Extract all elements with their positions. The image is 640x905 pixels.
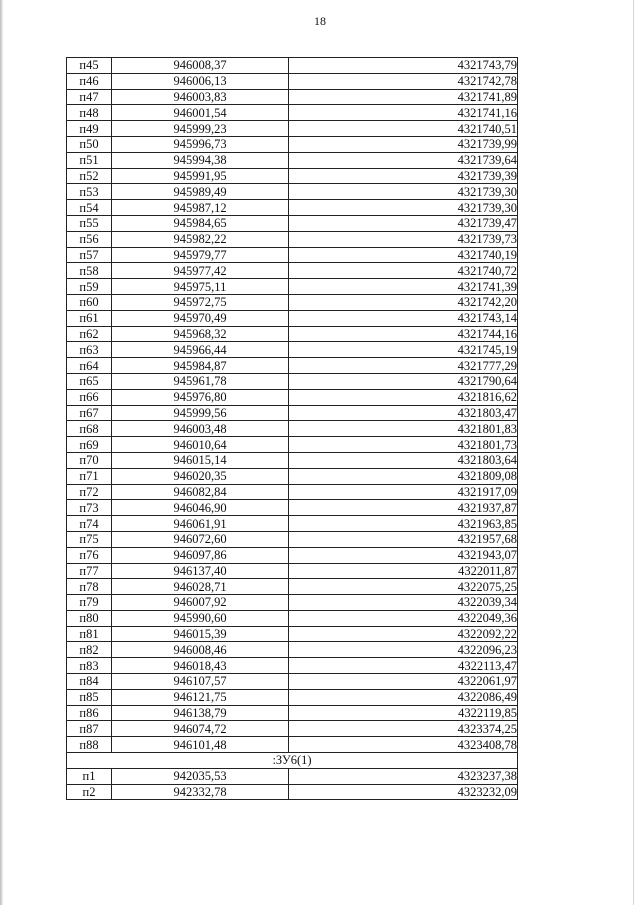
- table-row: [67, 626, 518, 642]
- y-coordinate-cell: 4321741,89: [289, 89, 518, 105]
- point-id-cell: п75: [67, 531, 112, 547]
- point-id-cell: п72: [67, 484, 112, 500]
- point-id-cell: п78: [67, 579, 112, 595]
- y-coordinate-cell: 4321743,14: [289, 310, 518, 326]
- x-coordinate-cell: 945994,38: [112, 152, 289, 168]
- point-id-cell: п65: [67, 373, 112, 389]
- y-coordinate-cell: 4322049,36: [289, 610, 518, 626]
- point-id-cell: п74: [67, 516, 112, 532]
- y-coordinate-cell: 4321801,73: [289, 437, 518, 453]
- point-id-cell: п80: [67, 610, 112, 626]
- table-row: [67, 121, 518, 137]
- x-coordinate-cell: 945982,22: [112, 231, 289, 247]
- point-id-cell: п73: [67, 500, 112, 516]
- x-coordinate-cell: 946074,72: [112, 721, 289, 737]
- y-coordinate-cell: 4321739,73: [289, 231, 518, 247]
- point-id-cell: п77: [67, 563, 112, 579]
- point-id-cell: п57: [67, 247, 112, 263]
- point-id-cell: п69: [67, 437, 112, 453]
- point-id-cell: п66: [67, 389, 112, 405]
- x-coordinate-cell: 946137,40: [112, 563, 289, 579]
- point-id-cell: п63: [67, 342, 112, 358]
- coordinates-table-body: [67, 58, 518, 800]
- y-coordinate-cell: 4321790,64: [289, 373, 518, 389]
- x-coordinate-cell: 946138,79: [112, 705, 289, 721]
- table-row: [67, 184, 518, 200]
- x-coordinate-cell: 946006,13: [112, 73, 289, 89]
- y-coordinate-cell: 4321744,16: [289, 326, 518, 342]
- table-row: [67, 247, 518, 263]
- point-id-cell: п64: [67, 358, 112, 374]
- table-row: [67, 658, 518, 674]
- y-coordinate-cell: 4321739,30: [289, 184, 518, 200]
- x-coordinate-cell: 946061,91: [112, 516, 289, 532]
- table-row: [67, 468, 518, 484]
- y-coordinate-cell: 4321741,16: [289, 105, 518, 121]
- x-coordinate-cell: 945977,42: [112, 263, 289, 279]
- page-number: 18: [314, 14, 326, 28]
- y-coordinate-cell: 4322011,87: [289, 563, 518, 579]
- page-edge-shadow: [0, 0, 3, 905]
- table-row: [67, 342, 518, 358]
- table-row: [67, 516, 518, 532]
- point-id-cell: п85: [67, 689, 112, 705]
- point-id-cell: п68: [67, 421, 112, 437]
- x-coordinate-cell: 945979,77: [112, 247, 289, 263]
- y-coordinate-cell: 4321917,09: [289, 484, 518, 500]
- page-edge-line: [633, 0, 634, 905]
- x-coordinate-cell: 946001,54: [112, 105, 289, 121]
- x-coordinate-cell: 945984,65: [112, 215, 289, 231]
- y-coordinate-cell: 4321816,62: [289, 389, 518, 405]
- point-id-cell: п59: [67, 279, 112, 295]
- y-coordinate-cell: 4321957,68: [289, 531, 518, 547]
- x-coordinate-cell: 945990,60: [112, 610, 289, 626]
- table-row: [67, 168, 518, 184]
- table-row: [67, 674, 518, 690]
- y-coordinate-cell: 4323237,38: [289, 768, 518, 784]
- y-coordinate-cell: 4321742,20: [289, 294, 518, 310]
- y-coordinate-cell: 4322119,85: [289, 705, 518, 721]
- table-row: [67, 136, 518, 152]
- table-row: [67, 531, 518, 547]
- x-coordinate-cell: 945975,11: [112, 279, 289, 295]
- y-coordinate-cell: 4322113,47: [289, 658, 518, 674]
- table-row: [67, 105, 518, 121]
- table-row: [67, 200, 518, 216]
- x-coordinate-cell: 946008,37: [112, 58, 289, 74]
- point-id-cell: п87: [67, 721, 112, 737]
- table-row: [67, 500, 518, 516]
- point-id-cell: п48: [67, 105, 112, 121]
- x-coordinate-cell: 946015,14: [112, 452, 289, 468]
- point-id-cell: п84: [67, 674, 112, 690]
- section-row: [67, 753, 518, 769]
- table-row: [67, 373, 518, 389]
- point-id-cell: п54: [67, 200, 112, 216]
- y-coordinate-cell: 4321963,85: [289, 516, 518, 532]
- x-coordinate-cell: 946010,64: [112, 437, 289, 453]
- table-row: [67, 721, 518, 737]
- x-coordinate-cell: 945970,49: [112, 310, 289, 326]
- table-row: [67, 326, 518, 342]
- coordinates-table: [66, 57, 518, 800]
- table-row: [67, 484, 518, 500]
- section-title: :ЗУ6(1): [67, 753, 518, 769]
- point-id-cell: п79: [67, 595, 112, 611]
- x-coordinate-cell: 945961,78: [112, 373, 289, 389]
- table-row: [67, 310, 518, 326]
- x-coordinate-cell: 946097,86: [112, 547, 289, 563]
- x-coordinate-cell: 945999,23: [112, 121, 289, 137]
- table-row: [67, 705, 518, 721]
- y-coordinate-cell: 4321739,64: [289, 152, 518, 168]
- table-row: [67, 563, 518, 579]
- point-id-cell: п46: [67, 73, 112, 89]
- y-coordinate-cell: 4321803,47: [289, 405, 518, 421]
- table-row: [67, 737, 518, 753]
- table-row: [67, 784, 518, 800]
- point-id-cell: п60: [67, 294, 112, 310]
- point-id-cell: п61: [67, 310, 112, 326]
- table-row: [67, 547, 518, 563]
- table-row: [67, 263, 518, 279]
- point-id-cell: п55: [67, 215, 112, 231]
- x-coordinate-cell: 942332,78: [112, 784, 289, 800]
- y-coordinate-cell: 4321739,99: [289, 136, 518, 152]
- y-coordinate-cell: 4322086,49: [289, 689, 518, 705]
- table-row: [67, 595, 518, 611]
- point-id-cell: п45: [67, 58, 112, 74]
- x-coordinate-cell: 946107,57: [112, 674, 289, 690]
- point-id-cell: п71: [67, 468, 112, 484]
- point-id-cell: п62: [67, 326, 112, 342]
- point-id-cell: п70: [67, 452, 112, 468]
- y-coordinate-cell: 4322061,97: [289, 674, 518, 690]
- point-id-cell: п83: [67, 658, 112, 674]
- table-row: [67, 452, 518, 468]
- y-coordinate-cell: 4321739,47: [289, 215, 518, 231]
- table-row: [67, 73, 518, 89]
- x-coordinate-cell: 945991,95: [112, 168, 289, 184]
- x-coordinate-cell: 945989,49: [112, 184, 289, 200]
- table-row: [67, 405, 518, 421]
- table-row: [67, 89, 518, 105]
- x-coordinate-cell: 946008,46: [112, 642, 289, 658]
- table-row: [67, 279, 518, 295]
- y-coordinate-cell: 4321745,19: [289, 342, 518, 358]
- point-id-cell: п81: [67, 626, 112, 642]
- point-id-cell: п2: [67, 784, 112, 800]
- x-coordinate-cell: 946018,43: [112, 658, 289, 674]
- y-coordinate-cell: 4321740,51: [289, 121, 518, 137]
- y-coordinate-cell: 4321742,78: [289, 73, 518, 89]
- point-id-cell: п1: [67, 768, 112, 784]
- y-coordinate-cell: 4321743,79: [289, 58, 518, 74]
- x-coordinate-cell: 946020,35: [112, 468, 289, 484]
- point-id-cell: п52: [67, 168, 112, 184]
- table-row: [67, 215, 518, 231]
- y-coordinate-cell: 4321739,39: [289, 168, 518, 184]
- point-id-cell: п50: [67, 136, 112, 152]
- point-id-cell: п86: [67, 705, 112, 721]
- y-coordinate-cell: 4323374,25: [289, 721, 518, 737]
- y-coordinate-cell: 4321739,30: [289, 200, 518, 216]
- y-coordinate-cell: 4321937,87: [289, 500, 518, 516]
- x-coordinate-cell: 945968,32: [112, 326, 289, 342]
- table-row: [67, 358, 518, 374]
- y-coordinate-cell: 4322039,34: [289, 595, 518, 611]
- table-row: [67, 689, 518, 705]
- x-coordinate-cell: 946007,92: [112, 595, 289, 611]
- x-coordinate-cell: 946046,90: [112, 500, 289, 516]
- table-row: [67, 421, 518, 437]
- point-id-cell: п47: [67, 89, 112, 105]
- table-row: [67, 58, 518, 74]
- x-coordinate-cell: 946082,84: [112, 484, 289, 500]
- x-coordinate-cell: 945996,73: [112, 136, 289, 152]
- y-coordinate-cell: 4323408,78: [289, 737, 518, 753]
- y-coordinate-cell: 4321740,72: [289, 263, 518, 279]
- y-coordinate-cell: 4322075,25: [289, 579, 518, 595]
- y-coordinate-cell: 4321740,19: [289, 247, 518, 263]
- point-id-cell: п88: [67, 737, 112, 753]
- x-coordinate-cell: 945999,56: [112, 405, 289, 421]
- table-row: [67, 152, 518, 168]
- x-coordinate-cell: 946121,75: [112, 689, 289, 705]
- table-row: [67, 610, 518, 626]
- point-id-cell: п53: [67, 184, 112, 200]
- y-coordinate-cell: 4323232,09: [289, 784, 518, 800]
- table-row: [67, 389, 518, 405]
- y-coordinate-cell: 4321741,39: [289, 279, 518, 295]
- table-row: [67, 768, 518, 784]
- point-id-cell: п76: [67, 547, 112, 563]
- y-coordinate-cell: 4322092,22: [289, 626, 518, 642]
- y-coordinate-cell: 4322096,23: [289, 642, 518, 658]
- table-row: [67, 642, 518, 658]
- x-coordinate-cell: 945966,44: [112, 342, 289, 358]
- point-id-cell: п82: [67, 642, 112, 658]
- point-id-cell: п58: [67, 263, 112, 279]
- y-coordinate-cell: 4321801,83: [289, 421, 518, 437]
- point-id-cell: п67: [67, 405, 112, 421]
- table-row: [67, 437, 518, 453]
- y-coordinate-cell: 4321943,07: [289, 547, 518, 563]
- point-id-cell: п51: [67, 152, 112, 168]
- x-coordinate-cell: 946101,48: [112, 737, 289, 753]
- table-row: [67, 294, 518, 310]
- point-id-cell: п56: [67, 231, 112, 247]
- point-id-cell: п49: [67, 121, 112, 137]
- x-coordinate-cell: 946028,71: [112, 579, 289, 595]
- x-coordinate-cell: 942035,53: [112, 768, 289, 784]
- x-coordinate-cell: 945976,80: [112, 389, 289, 405]
- y-coordinate-cell: 4321803,64: [289, 452, 518, 468]
- x-coordinate-cell: 946003,83: [112, 89, 289, 105]
- x-coordinate-cell: 946003,48: [112, 421, 289, 437]
- table-row: [67, 579, 518, 595]
- x-coordinate-cell: 946072,60: [112, 531, 289, 547]
- y-coordinate-cell: 4321777,29: [289, 358, 518, 374]
- table-row: [67, 231, 518, 247]
- x-coordinate-cell: 945972,75: [112, 294, 289, 310]
- y-coordinate-cell: 4321809,08: [289, 468, 518, 484]
- x-coordinate-cell: 945987,12: [112, 200, 289, 216]
- x-coordinate-cell: 945984,87: [112, 358, 289, 374]
- x-coordinate-cell: 946015,39: [112, 626, 289, 642]
